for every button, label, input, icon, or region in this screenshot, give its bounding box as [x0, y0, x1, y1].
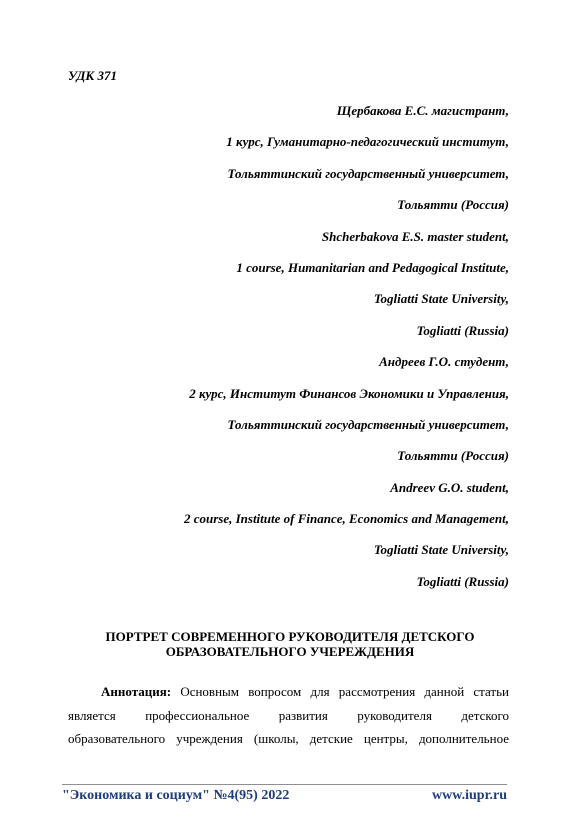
journal-citation: "Экономика и социум" №4(95) 2022 [62, 788, 290, 803]
author-line: 1 course, Humanitarian and Pedagogical Institute, [236, 259, 509, 275]
author-line: Togliatti (Russia) [416, 322, 509, 338]
author-line: 1 курс, Гуманитарно-педагогический институт, [226, 134, 509, 150]
author-line: Тольятти (Россия) [397, 448, 509, 464]
abstract-line-3: образовательного учреждения (школы, детские центры, дополнительное [68, 731, 509, 746]
author-affiliations [39, 103, 509, 605]
author-line: Togliatti State University, [373, 291, 509, 307]
abstract-line-1 [68, 680, 509, 704]
article-title [60, 629, 520, 659]
author-line: Тольятти (Россия) [397, 197, 509, 213]
author-line: Shcherbakova E.S. master student, [321, 228, 509, 244]
article-title-line-2: ОБРАЗОВАТЕЛЬНОГО УЧЕРЕЖДЕНИЯ [165, 644, 415, 659]
author-line: Тольяттинский государственный университет, [227, 165, 509, 181]
author-line: Andreev G.O. student, [390, 479, 509, 495]
author-line: Togliatti (Russia) [416, 573, 509, 589]
udk-code: УДК 371 [68, 68, 117, 83]
author-line: Togliatti State University, [373, 542, 509, 558]
abstract-line-2: является профессиональное развития руководителя детского [68, 707, 509, 723]
abstract-label: Аннотация: [101, 684, 172, 699]
footer-divider [62, 784, 507, 785]
author-line: 2 курс, Институт Финансов Экономики и Управления, [189, 385, 509, 401]
abstract-text-1: Основным вопросом для рассмотрения данной статьи [171, 684, 509, 699]
author-line: Андреев Г.О. студент, [379, 354, 509, 370]
author-line: Щербакова Е.С. магистрант, [336, 103, 509, 118]
abstract-paragraph [68, 680, 509, 751]
website-link[interactable]: www.iupr.ru [432, 788, 507, 803]
author-line: Тольяттинский государственный университет, [227, 416, 509, 432]
author-line: 2 course, Institute of Finance, Economics and Management, [183, 511, 509, 527]
article-title-line-1: ПОРТРЕТ СОВРЕМЕННОГО РУКОВОДИТЕЛЯ ДЕТСКОГО [105, 629, 475, 644]
